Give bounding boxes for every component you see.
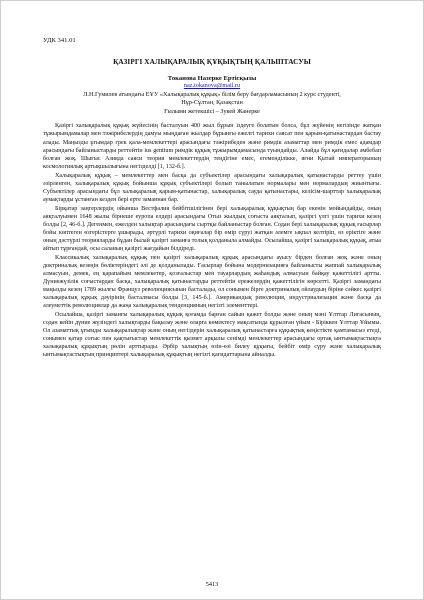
scientific-supervisor: Ғылыми жетекшісі – Зукей Жанерке: [164, 107, 260, 115]
article-body: [43, 122, 381, 359]
author-email[interactable]: naz.tokanova@mail.ru: [183, 82, 241, 89]
author-affiliation: Л.Н.Гумилев атындағы ЕҰУ «Халықаралық құқық» білім беру бағдарламасының 2 курс студенті,: [83, 90, 341, 98]
body-paragraph: Бірқатар заңгерлердің ойынша Вестфалия бейбітшілігінен бері халықаралық құқықтың бар екенін мойындайды, оның аяқталуымен 1648 жылы бірнеше еуропа елдері арасындағы Отыз жылдық соғыста аяқталып, қазіргі үлгі үшін тарихи кезең болды [2, 46-б.]. Дегенмен, ежелден халықтар арасындағы сыртқы байланыстар болған. Содан бері халықаралық құқық ғасырлар бойы көптеген өзгерістерге ұшырады, әртүрлі тарихи оқиғалар бір өмір сүруі жатқан әлемге ықпал келтіріп, өз еріктіге және оның дәстүрлі теорияларды бұдан былай қазіргі заманға толық қолданыла алмайды. Осылайша, қазіргі халықаралық құқық, атыа айтып тұрғандай, осы саланың қазіргі жағдайын білдіреді.: [43, 205, 381, 252]
udk-code: УДК 341.01: [43, 37, 76, 44]
author-email-line: [43, 82, 381, 91]
body-paragraph: Қазіргі халықаралық құқық жүйесінің басталуын 400 жыл бұрын іздеуге болатын болса, бұл жүйенің негізінде жатқан тұжырымдамалар мен тәжірибелердің дамуы мыңдаған жылдар бұрынғы ежелгі тарихи саясат пен қарым-қатынастардан бастау алады. Маңызды ұғымдар грек қала-мемлекеттері арасындағы тәжірибеден және римдік азаматтар мен римдік емес адамдар арасындағы байланыстарды реттейтін ius gentium римдік құқық тұжырымдамасында туындайды. Алайда бұл қағидалар әмбебап болған жоқ. Шығыс Азияда саяси теория мемлекеттердің теңдігіне емес, егеменділікке, яғни Қытай императорының космологиялық артықшылығына негізделді [1, 132-б.].: [43, 123, 381, 170]
body-paragraph: Халықаралық құқық – мемлекеттер мен басқа да субъектілер арасындағы халықаралық қатынастарды реттеу үшін әзірленген, халықаралық құқық бойынша құқық субъектілері болып танылатын нормалары мен нормалардың жиынтығы. Субъектілер арасындағы бұл халықаралық қарым-қатынастар, халықаралық сауда қатынастары, келісім-шарттар халықаралық аумақтарды ұстанған кезден бері ерте заманнан бар.: [43, 172, 381, 203]
body-paragraph: Классикалық халықаралық құқық пен қазіргі халықаралық құқық арасындағы ауысу бірден болған жоқ және оның доктриналық кезеңін бөліктеріндегі әлі де қолданылады. Ғасырлар бойына модернизацияға байланысты жаппай халықаралық алмасуын, демек, ең қарапайым мемлекетер, қозғалыстар мен тауарлардың жаһандық алмасуын байқау қажеттілігі артты. Дүниежүзілік соғыстардан басқа, халықаралық қатынастарды реттейтін ережелердің қажеттілігін көрсетті. Қазіргі замандағы маңызды кезең 1789 жылғы Француз революциясынан басталады, ол сонымен бірге доктриналық ойлаудың біріне сәйкес қазіргі халықаралық құқық дәуірінің басталмасы болды [3, 145-б.]. Американдық революция, индустриализация және басқа да әлеуметтік революциялар да жаңа халықаралық тенденцияның негізгі элементтері.: [43, 254, 381, 310]
body-paragraph: Осылайша, қазіргі заманғы халықаралық құқық қоғамда барған сайын қажет болды және оның мәні Ұлттар Лигасының, содан кейін дүние жүзіндегі халықтарды бақылау және оларға көмектесу мақсатында құрылған үйым - Біріккен Ұлттар Ұйымы. Ол азаматтық ұғымды халықаралықтар және оның негіздерін халықаралық қатынастарға құқықтық кеңістікте қамтамасыз етеді, сонымен қатар соғыс пен қақтығыстар мемлекеттік қызмет арқылы сенімді мемлекеттер арасындағы ортақ ынтымақтастықта халықаралық құқықтың рөлін арттырады. Әрбір халықтың өзін-өзі билеу құқығы, бейбіт өмір сүру және халықаралық ынтымақтастықтың принциптері халықаралық құқықтың негізгі қағидаттарына айналды.: [43, 311, 381, 359]
author-city: Нұр-Сұлтан, Қазақстан: [181, 99, 243, 107]
page-number: 5413: [205, 581, 219, 588]
article-title: ҚАЗІРГІ ХАЛЫҚАРАЛЫҚ ҚҰҚЫҚТЫҢ ҚАЛЫПТАСУЫ: [113, 58, 311, 66]
author-name: Токанова Назерке Ертісқызы: [167, 75, 257, 82]
